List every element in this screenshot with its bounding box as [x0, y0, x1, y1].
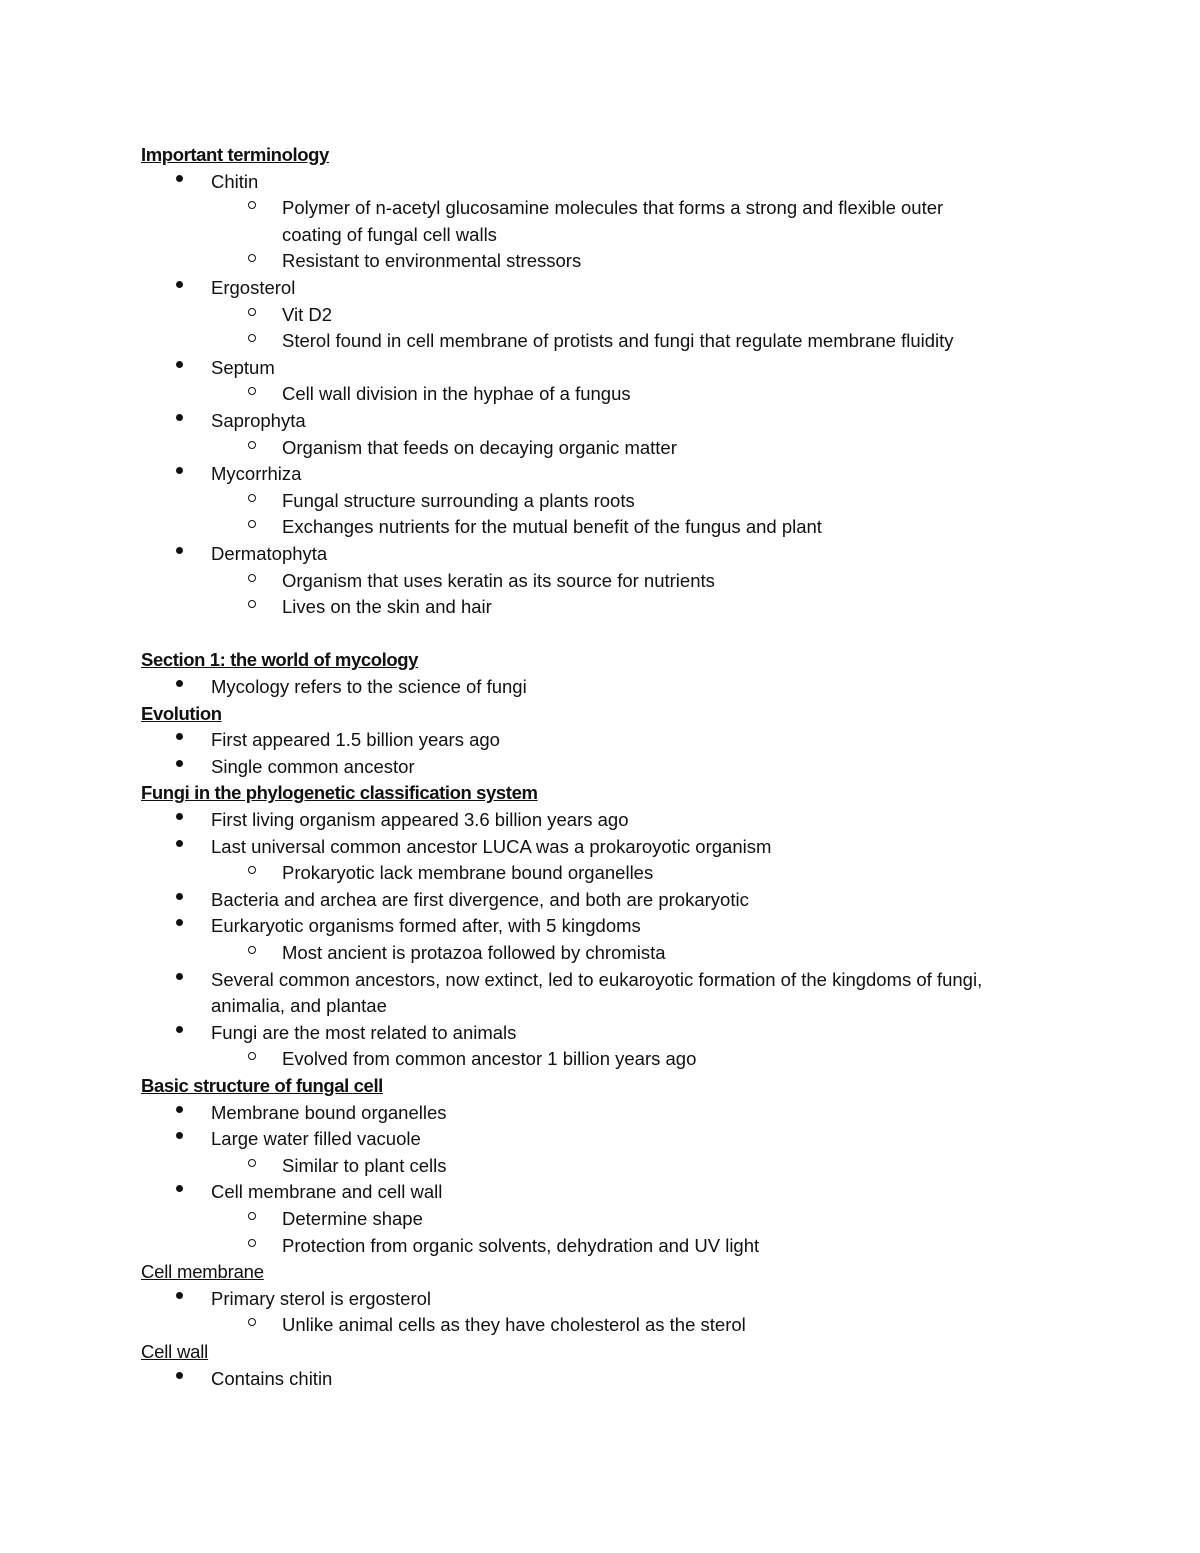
- bullet-dot-icon: [176, 361, 183, 368]
- bullet-circle-icon: [248, 1159, 256, 1167]
- list-item: Bacteria and archea are first divergence, and both are prokaryotic: [211, 888, 749, 910]
- sub-list-item: Organism that feeds on decaying organic matter: [282, 436, 677, 458]
- list-item: Mycology refers to the science of fungi: [211, 676, 527, 697]
- list-item: Ergosterol: [211, 277, 296, 298]
- sub-list-item: Vit D2: [282, 303, 333, 325]
- bullet-dot-icon: [176, 1106, 183, 1113]
- list-item: Cell membrane and cell wall: [211, 1181, 443, 1203]
- section-heading: Section 1: the world of mycology: [141, 649, 419, 671]
- bullet-dot-icon: [176, 1292, 183, 1299]
- list-item: Mycorrhiza: [211, 463, 302, 485]
- list-item-continuation: animalia, and plantae: [211, 995, 387, 1017]
- bullet-dot-icon: [176, 733, 183, 740]
- bullet-circle-icon: [248, 1052, 256, 1060]
- bullet-dot-icon: [176, 414, 183, 421]
- sub-list-item: Organism that uses keratin as its source for nutrients: [282, 569, 715, 591]
- list-item: Fungi are the most related to animals: [211, 1021, 517, 1043]
- list-item: Chitin: [211, 170, 259, 192]
- bullet-dot-icon: [176, 1185, 183, 1192]
- bullet-dot-icon: [176, 919, 183, 926]
- sub-list-item: Polymer of n-acetyl glucosamine molecules that forms a strong and flexible outer: [282, 197, 944, 219]
- sub-list-item: Similar to plant cells: [282, 1154, 447, 1176]
- sub-list-item: Cell wall division in the hyphae of a fungus: [282, 383, 631, 405]
- bullet-circle-icon: [248, 1212, 256, 1220]
- subsection-heading: Cell membrane: [141, 1261, 264, 1283]
- section-heading: Basic structure of fungal cell: [141, 1075, 383, 1096]
- list-item: Single common ancestor: [211, 755, 415, 777]
- bullet-dot-icon: [176, 1372, 183, 1379]
- section-heading: Fungi in the phylogenetic classification system: [141, 782, 538, 804]
- list-item: First living organism appeared 3.6 billion years ago: [211, 809, 629, 830]
- sub-list-item: Prokaryotic lack membrane bound organelles: [282, 862, 654, 884]
- bullet-circle-icon: [248, 1318, 256, 1326]
- sub-list-item: Fungal structure surrounding a plants roots: [282, 489, 635, 511]
- bullet-dot-icon: [176, 1026, 183, 1033]
- bullet-dot-icon: [176, 813, 183, 820]
- bullet-dot-icon: [176, 840, 183, 847]
- list-item: Dermatophyta: [211, 543, 328, 564]
- bullet-circle-icon: [248, 574, 256, 582]
- bullet-circle-icon: [248, 1239, 256, 1247]
- bullet-dot-icon: [176, 893, 183, 900]
- section-heading: Evolution: [141, 702, 222, 724]
- sub-list-item: Protection from organic solvents, dehydration and UV light: [282, 1234, 760, 1256]
- bullet-circle-icon: [248, 600, 256, 608]
- list-item: Last universal common ancestor LUCA was a prokaroyotic organism: [211, 835, 772, 857]
- list-item: Contains chitin: [211, 1367, 333, 1389]
- bullet-circle-icon: [248, 494, 256, 502]
- list-item: Several common ancestors, now extinct, led to eukaroyotic formation of the kingdoms of fungi,: [211, 968, 983, 990]
- bullet-circle-icon: [248, 387, 256, 395]
- list-item: Primary sterol is ergosterol: [211, 1287, 432, 1309]
- section-heading: Important terminology: [141, 144, 329, 165]
- bullet-dot-icon: [176, 281, 183, 288]
- bullet-circle-icon: [248, 254, 256, 262]
- bullet-circle-icon: [248, 441, 256, 449]
- bullet-dot-icon: [176, 467, 183, 474]
- bullet-dot-icon: [176, 680, 183, 687]
- sub-list-item: Sterol found in cell membrane of protists and fungi that regulate membrane fluidity: [282, 330, 954, 352]
- sub-list-item: Evolved from common ancestor 1 billion years ago: [282, 1048, 697, 1070]
- bullet-circle-icon: [248, 201, 256, 209]
- list-item: Large water filled vacuole: [211, 1128, 421, 1150]
- bullet-circle-icon: [248, 308, 256, 316]
- bullet-circle-icon: [248, 520, 256, 528]
- sub-list-item: Resistant to environmental stressors: [282, 250, 582, 272]
- bullet-dot-icon: [176, 547, 183, 554]
- sub-list-item: Determine shape: [282, 1208, 423, 1229]
- bullet-dot-icon: [176, 1132, 183, 1139]
- list-item: First appeared 1.5 billion years ago: [211, 729, 500, 751]
- bullet-circle-icon: [248, 946, 256, 954]
- list-item-continuation: coating of fungal cell walls: [282, 223, 497, 245]
- list-item: Saprophyta: [211, 410, 306, 431]
- list-item: Membrane bound organelles: [211, 1101, 447, 1123]
- list-item: Septum: [211, 356, 275, 378]
- bullet-circle-icon: [248, 334, 256, 342]
- sub-list-item: Unlike animal cells as they have cholesterol as the sterol: [282, 1314, 746, 1336]
- subsection-heading: Cell wall: [141, 1341, 209, 1362]
- bullet-dot-icon: [176, 760, 183, 767]
- bullet-dot-icon: [176, 175, 183, 182]
- sub-list-item: Most ancient is protazoa followed by chromista: [282, 942, 666, 963]
- bullet-dot-icon: [176, 973, 183, 980]
- bullet-circle-icon: [248, 866, 256, 874]
- sub-list-item: Lives on the skin and hair: [282, 596, 492, 618]
- list-item: Eurkaryotic organisms formed after, with 5 kingdoms: [211, 915, 641, 937]
- sub-list-item: Exchanges nutrients for the mutual benefit of the fungus and plant: [282, 516, 822, 538]
